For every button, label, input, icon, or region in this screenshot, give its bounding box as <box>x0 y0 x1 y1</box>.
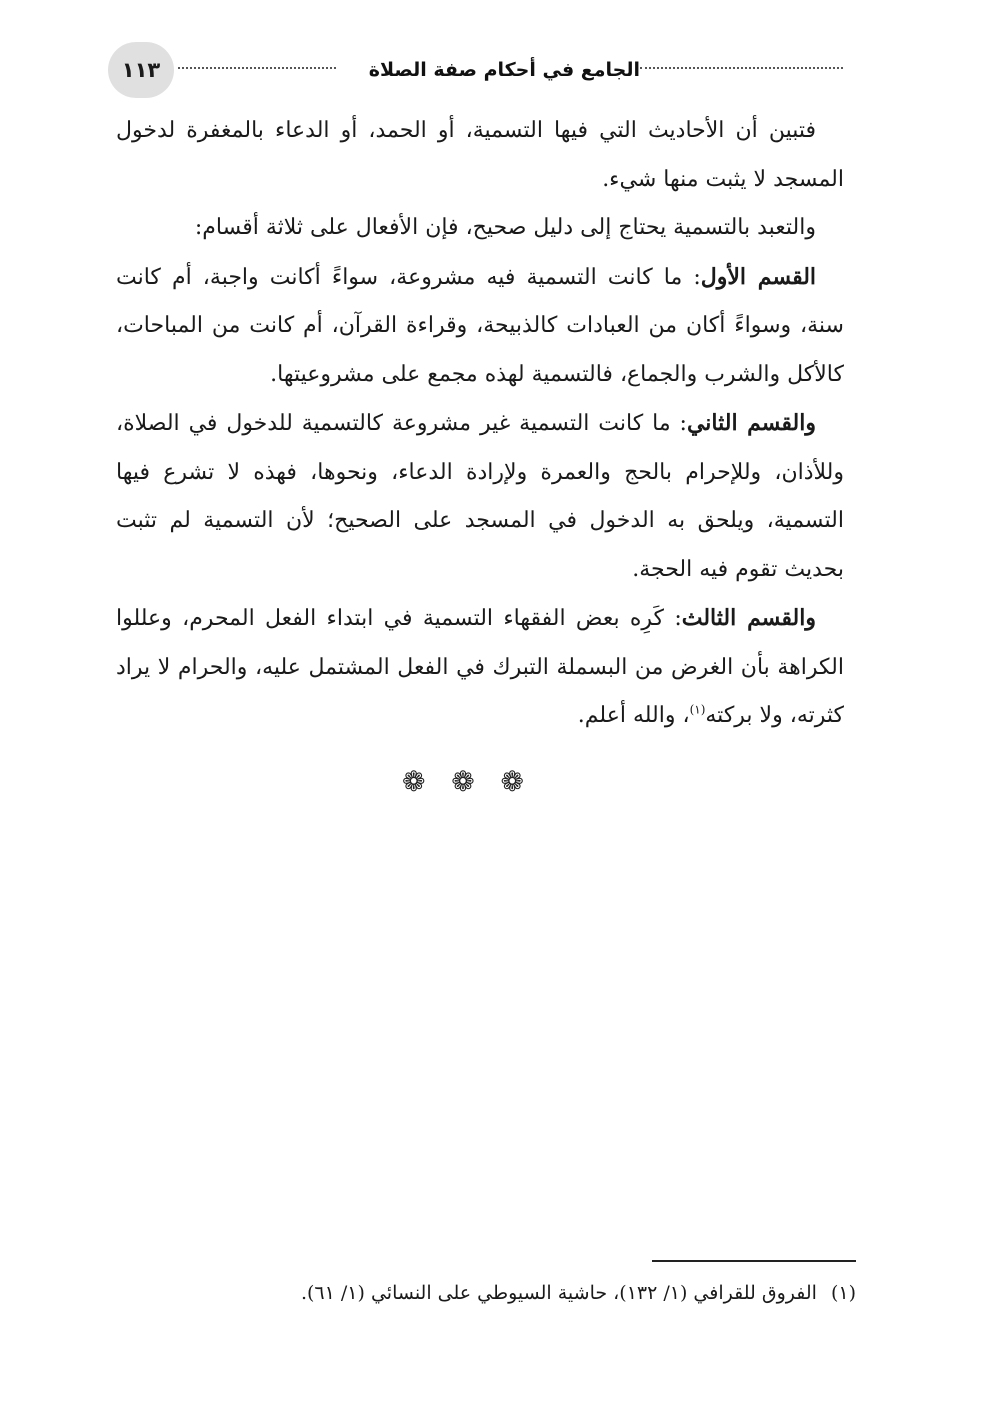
section-heading-second: والقسم الثاني <box>686 410 816 436</box>
paragraph-3 <box>116 253 844 400</box>
paragraph-1: فتبين أن الأحاديث التي فيها التسمية، أو الحمد، أو الدعاء بالمغفرة لدخول المسجد لا يثبت منها شيء. <box>116 118 844 192</box>
paragraph-3-text: : ما كانت التسمية فيه مشروعة، سواءً أكانت واجبة، أم كانت سنة، وسواءً أكان من العبادات كالذبيحة، وقراءة القرآن، أم كانت من المباحات، كالأكل والشرب والجماع، فالتسمية لهذه مجمع على مشروعيتها. <box>116 264 844 387</box>
paragraph-5-text: : كَرِه بعض الفقهاء التسمية في ابتداء الفعل المحرم، وعللوا الكراهة بأن الغرض من البسملة التبرك في الفعل المشتمل عليه، والحرام لا يراد كثرته، ولا بركته <box>116 606 844 728</box>
running-title: الجامع في أحكام صفة الصلاة <box>368 59 640 81</box>
section-heading-first: القسم الأول <box>700 263 817 290</box>
paragraph-5-tail: ، والله أعلم. <box>577 703 690 728</box>
section-separator <box>402 763 524 799</box>
header-dotted-leader-left <box>178 67 336 69</box>
footnote-number: (١) <box>830 1282 856 1304</box>
flower-ornament-icon: ❁ <box>451 764 475 798</box>
flower-ornament-icon: ❁ <box>402 764 426 798</box>
page-number: ١١٣ <box>108 42 174 98</box>
footnote-reference[interactable]: (١) <box>689 702 706 717</box>
header-dotted-leader-right <box>640 67 843 69</box>
footnote-text: الفروق للقرافي (١/ ١٣٢)، حاشية السيوطي على النسائي (١/ ٦١). <box>300 1282 817 1304</box>
paragraph-5 <box>116 594 844 741</box>
paragraph-4 <box>116 399 844 594</box>
footnote <box>200 1278 856 1308</box>
footnote-divider <box>652 1260 856 1262</box>
paragraph-2: والتعبد بالتسمية يحتاج إلى دليل صحيح، فإن الأفعال على ثلاثة أقسام: <box>194 215 816 240</box>
flower-ornament-icon: ❁ <box>500 764 524 798</box>
main-text <box>116 107 844 741</box>
section-heading-third: والقسم الثالث <box>681 605 816 631</box>
paragraph-4-text: : ما كانت التسمية غير مشروعة كالتسمية للدخول في الصلاة، وللأذان، وللإحرام بالحج والعمرة ولإرادة الدعاء، ونحوها، فهذه لا تشرع فيها التسمية، ويلحق به الدخول في المسجد على الصحيح؛ لأن التسمية لم تثبت بحديث تقوم فيه الحجة. <box>116 411 844 582</box>
